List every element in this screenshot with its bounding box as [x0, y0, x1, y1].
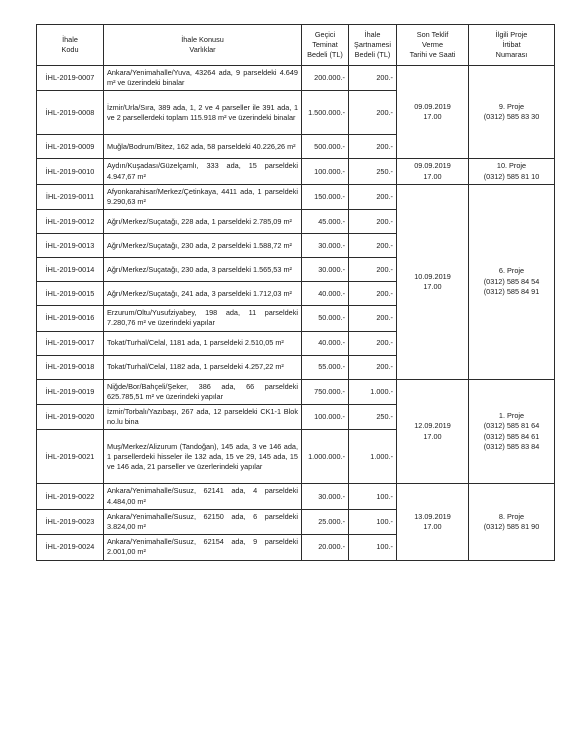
tender-code-cell: İHL-2019-0009: [37, 135, 104, 159]
tender-subject-cell: Aydın/Kuşadası/Güzelçamlı, 333 ada, 15 parseldeki 4.947,67 m²: [104, 159, 302, 184]
tender-code-cell: İHL-2019-0011: [37, 184, 104, 209]
deadline-cell: [397, 379, 469, 484]
header-contact: İlgili Proje İrtibat Numarası: [469, 25, 555, 66]
spec-fee-cell: 100.-: [349, 535, 397, 560]
header-code: İhale Kodu: [37, 25, 104, 66]
deposit-amount-cell: 25.000.-: [302, 509, 349, 534]
tender-subject-cell: Ankara/Yenimahalle/Yuva, 43264 ada, 9 parseldeki 4.649 m² ve üzerindeki binalar: [104, 66, 302, 91]
deposit-amount-cell: 500.000.-: [302, 135, 349, 159]
tender-subject-cell: Muğla/Bodrum/Bitez, 162 ada, 58 parseldeki 40.226,26 m²: [104, 135, 302, 159]
deadline-cell: [397, 159, 469, 184]
deposit-amount-cell: 50.000.-: [302, 306, 349, 331]
deposit-amount-cell: 55.000.-: [302, 355, 349, 379]
deadline-date: 10.09.2019: [414, 271, 451, 281]
spec-fee-cell: 200.-: [349, 66, 397, 91]
deposit-amount-cell: 750.000.-: [302, 379, 349, 404]
deadline-date: 09.09.2019: [414, 102, 451, 111]
deadline-cell: [397, 484, 469, 560]
tender-code-cell: İHL-2019-0014: [37, 258, 104, 282]
contact-phone: (0312) 585 81 10: [483, 171, 540, 181]
contact-phone: (0312) 585 81 64: [483, 421, 540, 431]
tender-subject-cell: Ankara/Yenimahalle/Susuz, 62154 ada, 9 parseldeki 2.001,00 m²: [104, 535, 302, 560]
tender-table: [36, 24, 555, 561]
tender-code-cell: İHL-2019-0024: [37, 535, 104, 560]
deposit-amount-cell: 100.000.-: [302, 405, 349, 430]
project-name: 10. Proje: [496, 161, 527, 171]
tender-subject-cell: İzmir/Torbalı/Yazıbaşı, 267 ada, 12 parseldeki CK1-1 Blok no.lu bina: [104, 405, 302, 430]
tender-code-cell: İHL-2019-0019: [37, 379, 104, 404]
tender-subject-cell: Ağrı/Merkez/Suçatağı, 228 ada, 1 parseldeki 2.785,09 m²: [104, 210, 302, 234]
tender-subject-cell: Erzurum/Oltu/Yusufziyabey, 198 ada, 11 parseldeki 7.280,76 m² ve üzerindeki yapılar: [104, 306, 302, 331]
contact-phone: (0312) 585 83 84: [483, 441, 540, 451]
tender-subject-cell: Tokat/Turhal/Celal, 1182 ada, 1 parseldeki 4.257,22 m²: [104, 355, 302, 379]
deadline-time: 17.00: [423, 522, 442, 532]
deposit-amount-cell: 200.000.-: [302, 66, 349, 91]
deposit-amount-cell: 150.000.-: [302, 184, 349, 209]
contact-phone: (0312) 585 84 54: [483, 276, 540, 286]
deadline-date: 12.09.2019: [414, 421, 451, 431]
deposit-amount-cell: 40.000.-: [302, 331, 349, 355]
contact-cell: [469, 159, 555, 184]
project-name: 8. Proje: [498, 511, 525, 521]
spec-fee-cell: 250.-: [349, 159, 397, 184]
contact-phone: (0312) 585 81 90: [483, 522, 540, 532]
deposit-amount-cell: 1.000.000.-: [302, 430, 349, 484]
tender-subject-cell: Muş/Merkez/Alizurum (Tandoğan), 145 ada, 3 ve 146 ada, 1 parsellerdeki hisseler ile 132 ada, 15 ve 29, 145 ada, 15 ve 146 ada, 21 parseller ve üzerlerindeki yapılar: [104, 430, 302, 484]
contact-phone: (0312) 585 84 91: [483, 286, 540, 296]
header-subject: İhale Konusu Varlıklar: [104, 25, 302, 66]
tender-code-cell: İHL-2019-0022: [37, 484, 104, 509]
spec-fee-cell: 200.-: [349, 135, 397, 159]
spec-fee-cell: 200.-: [349, 234, 397, 258]
table-row: [37, 484, 555, 509]
contact-cell: [469, 379, 555, 484]
tender-subject-cell: Ağrı/Merkez/Suçatağı, 230 ada, 3 parseldeki 1.565,53 m²: [104, 258, 302, 282]
tender-code-cell: İHL-2019-0010: [37, 159, 104, 184]
spec-fee-cell: 200.-: [349, 258, 397, 282]
spec-fee-cell: 200.-: [349, 306, 397, 331]
tender-sheet: [36, 24, 554, 561]
contact-phone: (0312) 585 84 61: [483, 431, 540, 441]
spec-fee-cell: 1.000.-: [349, 430, 397, 484]
tender-code-cell: İHL-2019-0017: [37, 331, 104, 355]
tender-code-cell: İHL-2019-0008: [37, 91, 104, 135]
header-row: [37, 25, 555, 66]
tender-code-cell: İHL-2019-0015: [37, 282, 104, 306]
tender-subject-cell: Ankara/Yenimahalle/Susuz, 62150 ada, 6 parseldeki 3.824,00 m²: [104, 509, 302, 534]
tender-code-cell: İHL-2019-0020: [37, 405, 104, 430]
header-deposit: Geçici Teminat Bedeli (TL): [302, 25, 349, 66]
table-body: [37, 66, 555, 561]
tender-subject-cell: Ağrı/Merkez/Suçatağı, 230 ada, 2 parseldeki 1.588,72 m²: [104, 234, 302, 258]
project-name: 9. Proje: [498, 102, 525, 111]
spec-fee-cell: 100.-: [349, 484, 397, 509]
tender-subject-cell: Ankara/Yenimahalle/Susuz, 62141 ada, 4 parseldeki 4.484,00 m²: [104, 484, 302, 509]
deadline-date: 13.09.2019: [414, 511, 451, 521]
deposit-amount-cell: 1.500.000.-: [302, 91, 349, 135]
header-spec-fee: İhale Şartnamesi Bedeli (TL): [349, 25, 397, 66]
spec-fee-cell: 200.-: [349, 184, 397, 209]
tender-subject-cell: Ağrı/Merkez/Suçatağı, 241 ada, 3 parseldeki 1.712,03 m²: [104, 282, 302, 306]
tender-subject-cell: Tokat/Turhal/Celal, 1181 ada, 1 parseldeki 2.510,05 m²: [104, 331, 302, 355]
contact-cell: [469, 484, 555, 560]
tender-code-cell: İHL-2019-0013: [37, 234, 104, 258]
deposit-amount-cell: 40.000.-: [302, 282, 349, 306]
deadline-time: 17.00: [423, 171, 442, 181]
tender-code-cell: İHL-2019-0018: [37, 355, 104, 379]
spec-fee-cell: 200.-: [349, 331, 397, 355]
tender-subject-cell: Niğde/Bor/Bahçeli/Şeker, 386 ada, 66 parseldeki 625.785,51 m² ve üzerindeki yapılar: [104, 379, 302, 404]
tender-code-cell: İHL-2019-0007: [37, 66, 104, 91]
spec-fee-cell: 1.000.-: [349, 379, 397, 404]
spec-fee-cell: 200.-: [349, 210, 397, 234]
table-row: [37, 159, 555, 184]
deposit-amount-cell: 30.000.-: [302, 484, 349, 509]
deposit-amount-cell: 45.000.-: [302, 210, 349, 234]
deadline-time: 17.00: [423, 431, 442, 441]
tender-code-cell: İHL-2019-0023: [37, 509, 104, 534]
deadline-time: 17.00: [423, 112, 442, 122]
deposit-amount-cell: 30.000.-: [302, 258, 349, 282]
project-name: 6. Proje: [498, 266, 525, 276]
deposit-amount-cell: 20.000.-: [302, 535, 349, 560]
deposit-amount-cell: 100.000.-: [302, 159, 349, 184]
project-name: 1. Proje: [498, 411, 525, 421]
spec-fee-cell: 200.-: [349, 355, 397, 379]
table-row: [37, 184, 555, 209]
spec-fee-cell: 250.-: [349, 405, 397, 430]
tender-code-cell: İHL-2019-0021: [37, 430, 104, 484]
deadline-date: 09.09.2019: [414, 161, 451, 171]
table-row: [37, 379, 555, 404]
tender-code-cell: İHL-2019-0016: [37, 306, 104, 331]
tender-subject-cell: İzmir/Urla/Sıra, 389 ada, 1, 2 ve 4 parseller ile 391 ada, 1 ve 2 parsellerdeki toplam 115.918 m² ve üzerindeki binalar: [104, 91, 302, 135]
table-row: [37, 66, 555, 91]
tender-code-cell: İHL-2019-0012: [37, 210, 104, 234]
spec-fee-cell: 200.-: [349, 282, 397, 306]
spec-fee-cell: 200.-: [349, 91, 397, 135]
contact-cell: [469, 184, 555, 379]
deadline-time: 17.00: [423, 281, 442, 291]
tender-subject-cell: Afyonkarahisar/Merkez/Çetinkaya, 4411 ada, 1 parseldeki 9.290,63 m²: [104, 184, 302, 209]
deadline-cell: [397, 66, 469, 159]
deposit-amount-cell: 30.000.-: [302, 234, 349, 258]
deadline-cell: [397, 184, 469, 379]
header-deadline: Son Teklif Verme Tarihi ve Saati: [397, 25, 469, 66]
spec-fee-cell: 100.-: [349, 509, 397, 534]
contact-phone: (0312) 585 83 30: [483, 112, 540, 122]
contact-cell: [469, 66, 555, 159]
